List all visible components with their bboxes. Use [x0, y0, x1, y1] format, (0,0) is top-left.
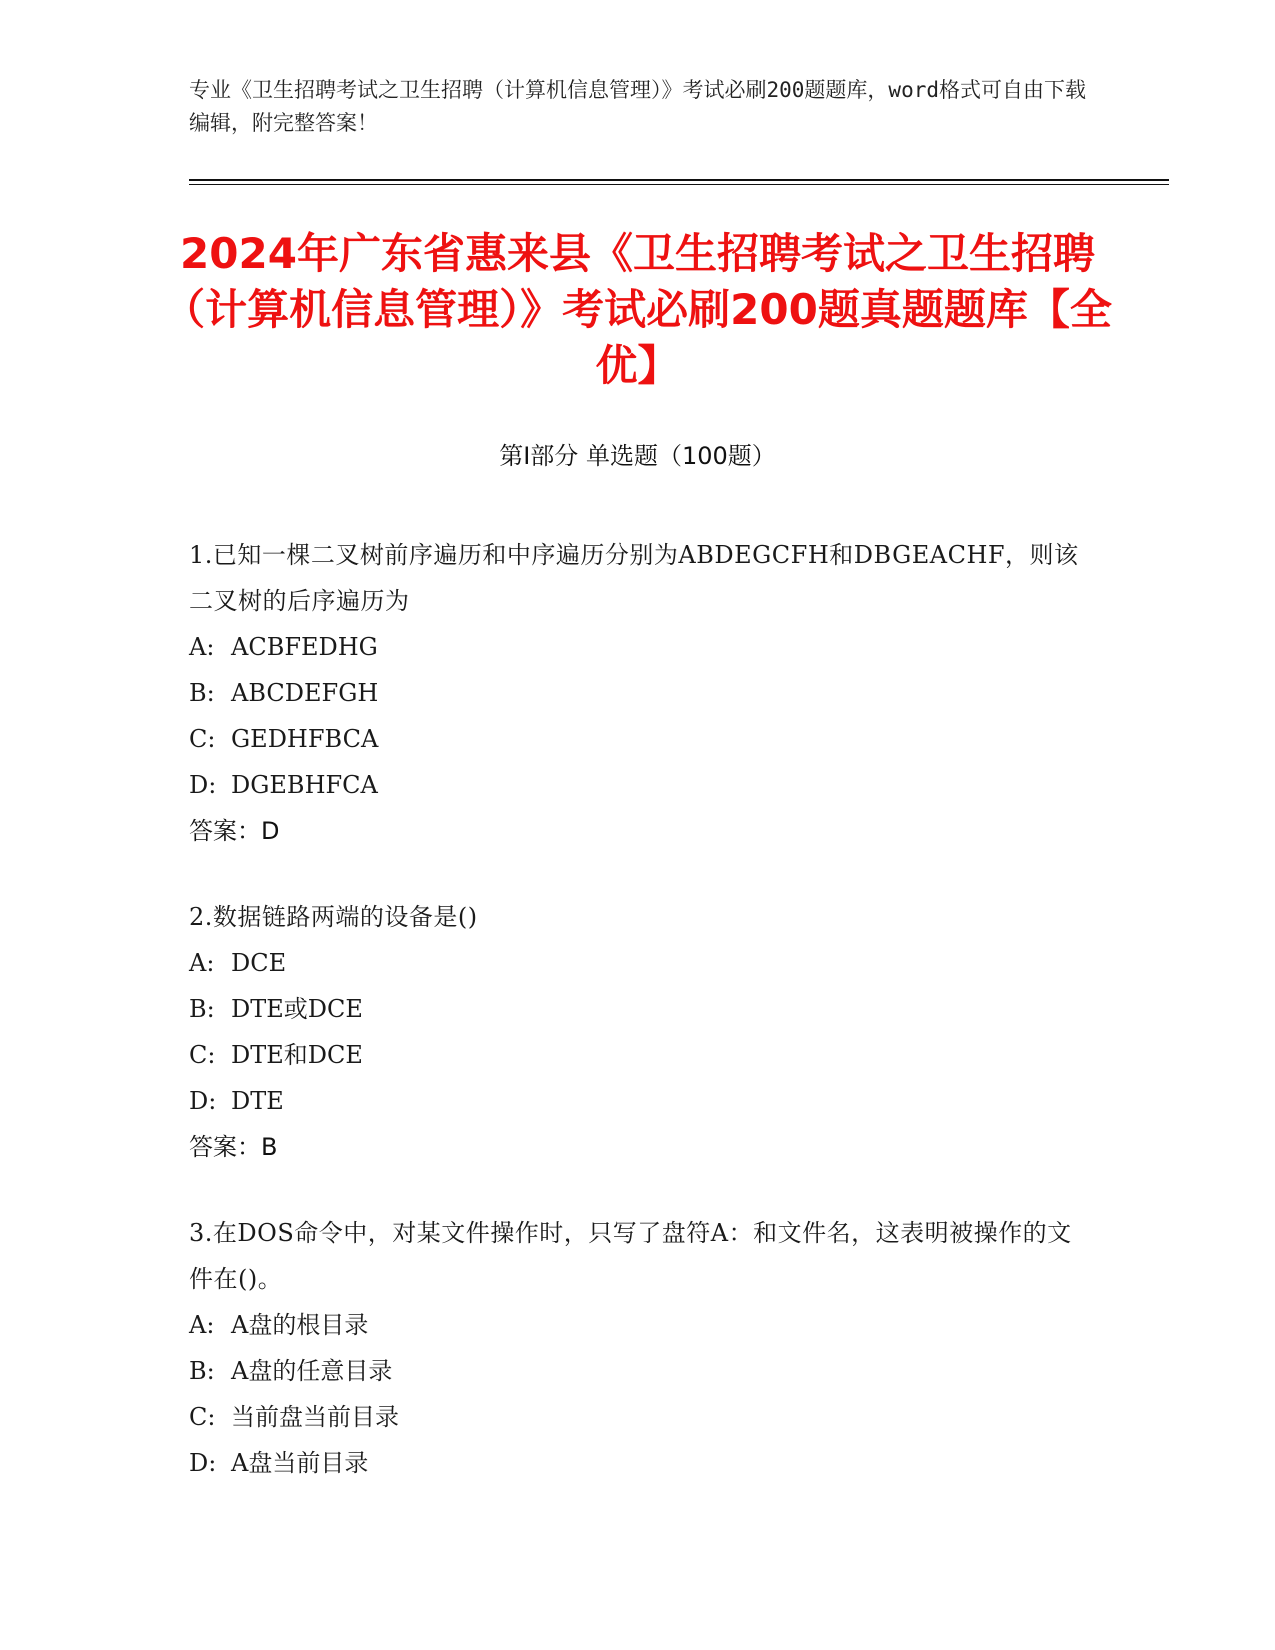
- question-3: [189, 1210, 1094, 1486]
- option-b: [189, 670, 1094, 716]
- answer-line: 答案：D: [189, 817, 280, 845]
- header-divider-thin: [189, 184, 1169, 185]
- option-d: [189, 1440, 1094, 1486]
- option-text: A盘的根目录: [231, 1311, 369, 1339]
- question-stem: 3.在DOS命令中，对某文件操作时，只写了盘符A：和文件名，这表明被操作的文件在()。: [189, 1219, 1072, 1293]
- document-title: 2024年广东省惠来县《卫生招聘考试之卫生招聘（计算机信息管理）》考试必刷200题真题题库【全优】: [163, 229, 1112, 390]
- option-letter: B:: [189, 679, 215, 707]
- question-stem: 1.已知一棵二叉树前序遍历和中序遍历分别为ABDEGCFH和DBGEACHF，则该二叉树的后序遍历为: [189, 541, 1079, 615]
- option-text: ACBFEDHG: [231, 633, 378, 661]
- option-text: DTE和DCE: [231, 1041, 363, 1069]
- answer-line: 答案：B: [189, 1133, 278, 1161]
- option-c: [189, 1394, 1094, 1440]
- option-letter: C:: [189, 1041, 216, 1069]
- option-letter: D:: [189, 1087, 217, 1115]
- option-d: [189, 1078, 1094, 1124]
- question-2: [189, 894, 1094, 1170]
- option-letter: C:: [189, 725, 216, 753]
- question-list: [189, 532, 1094, 1526]
- option-text: DTE: [231, 1087, 284, 1115]
- option-letter: D:: [189, 771, 217, 799]
- option-letter: B:: [189, 995, 215, 1023]
- option-a: [189, 1302, 1094, 1348]
- question-stem: 2.数据链路两端的设备是(): [189, 903, 478, 931]
- header-note: 专业《卫生招聘考试之卫生招聘（计算机信息管理）》考试必刷200题题库，word格式可自由下载编辑，附完整答案！: [189, 78, 1086, 135]
- option-text: DGEBHFCA: [231, 771, 378, 799]
- header-divider-thick: [189, 179, 1169, 181]
- option-b: [189, 986, 1094, 1032]
- option-letter: B:: [189, 1357, 215, 1385]
- option-text: A盘当前目录: [231, 1449, 369, 1477]
- option-c: [189, 1032, 1094, 1078]
- option-letter: A:: [189, 633, 215, 661]
- option-text: DCE: [231, 949, 287, 977]
- option-text: A盘的任意目录: [231, 1357, 393, 1385]
- option-letter: A:: [189, 949, 215, 977]
- option-text: DTE或DCE: [231, 995, 363, 1023]
- option-letter: A:: [189, 1311, 215, 1339]
- option-text: GEDHFBCA: [231, 725, 379, 753]
- option-letter: C:: [189, 1403, 216, 1431]
- option-a: [189, 624, 1094, 670]
- option-c: [189, 716, 1094, 762]
- option-a: [189, 940, 1094, 986]
- option-d: [189, 762, 1094, 808]
- option-letter: D:: [189, 1449, 217, 1477]
- section-heading: 第Ⅰ部分 单选题（100题）: [499, 442, 776, 470]
- option-text: 当前盘当前目录: [231, 1403, 399, 1431]
- question-1: [189, 532, 1094, 854]
- option-text: ABCDEFGH: [231, 679, 379, 707]
- option-b: [189, 1348, 1094, 1394]
